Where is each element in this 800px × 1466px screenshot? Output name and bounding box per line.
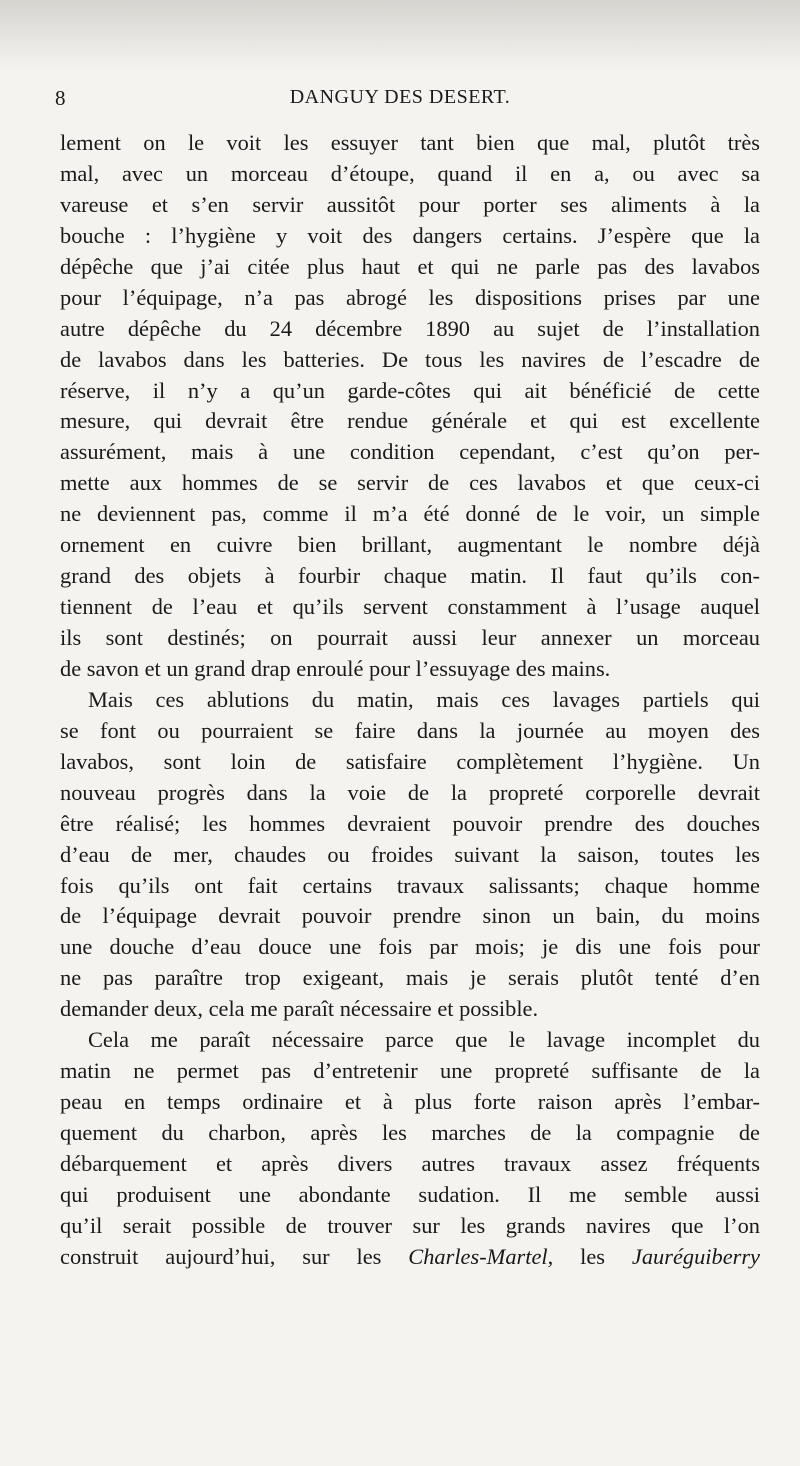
text-line: se font ou pourraient se faire dans la journée au moyen des: [60, 717, 760, 743]
text-line: quement du charbon, après les marches de la compagnie de: [60, 1120, 760, 1145]
text-line: vareuse et s’en servir aussitôt pour porter ses aliments à la: [60, 191, 760, 217]
running-head: DANGUY DES DESERT.: [289, 86, 511, 108]
text-line: réserve, il n’y a qu’un garde-côtes qui ait bénéficié de cette: [60, 377, 760, 403]
text-line: peau en temps ordinaire et à plus forte raison après l’embar-: [60, 1089, 760, 1115]
text-line: demander deux, cela me paraît nécessaire et possible.: [60, 996, 539, 1022]
text-line: lavabos, sont loin de satisfaire complètement l’hygiène. Un: [60, 748, 760, 774]
text-line: mette aux hommes de se servir de ces lavabos et que ceux-ci: [60, 470, 760, 496]
text-line: dépêche que j’ai citée plus haut et qui ne parle pas des lavabos: [60, 253, 760, 279]
text-line: nouveau progrès dans la voie de la propreté corporelle devrait: [60, 779, 760, 805]
text-line: [60, 1242, 760, 1273]
text-line: de lavabos dans les batteries. De tous les navires de l’escadre de: [60, 346, 760, 372]
text-line: bouche : l’hygiène y voit des dangers certains. J’espère que la: [60, 222, 760, 248]
text-segment: , les: [547, 1243, 632, 1269]
text-line: ornement en cuivre bien brillant, augmentant le nombre déjà: [60, 532, 760, 558]
text-line: qui produisent une abondante sudation. Il me semble aussi: [60, 1181, 760, 1207]
text-line: une douche d’eau douce une fois par mois; je dis une fois pour: [60, 934, 760, 960]
text-line: ne pas paraître trop exigeant, mais je serais plutôt tenté d’en: [60, 965, 760, 991]
text-line: ils sont destinés; on pourrait aussi leur annexer un morceau: [60, 625, 760, 650]
text-line: mesure, qui devrait être rendue générale et qui est excellente: [60, 408, 760, 434]
text-line: autre dépêche du 24 décembre 1890 au sujet de l’installation: [60, 315, 760, 341]
page-header: [0, 86, 800, 116]
text-line: Mais ces ablutions du matin, mais ces lavages partiels qui: [88, 686, 760, 712]
text-line: lement on le voit les essuyer tant bien que mal, plutôt très: [60, 130, 760, 155]
text-line: de savon et un grand drap enroulé pour l’essuyage des mains.: [60, 655, 611, 681]
text-line: ne deviennent pas, comme il m’a été donné de le voir, un simple: [60, 501, 760, 527]
body-text: [60, 128, 760, 1273]
text-line: mal, avec un morceau d’étoupe, quand il en a, ou avec sa: [60, 160, 760, 186]
text-line: tiennent de l’eau et qu’ils servent constamment à l’usage auquel: [60, 594, 760, 620]
text-line: être réalisé; les hommes devraient pouvoir prendre des douches: [60, 810, 760, 836]
text-segment: construit aujourd’hui, sur les: [60, 1243, 409, 1269]
page-number: 8: [55, 86, 66, 110]
text-line: de l’équipage devrait pouvoir prendre sinon un bain, du moins: [60, 903, 760, 929]
text-line: débarquement et après divers autres travaux assez fréquents: [60, 1150, 760, 1176]
text-line: qu’il serait possible de trouver sur les grands navires que l’on: [60, 1212, 760, 1238]
text-line: matin ne permet pas d’entretenir une propreté suffisante de la: [60, 1058, 760, 1084]
scan-shadow: [0, 0, 800, 70]
ship-name: Jauréguiberry: [631, 1243, 760, 1269]
text-line: assurément, mais à une condition cependant, c’est qu’on per-: [60, 439, 760, 465]
text-line: grand des objets à fourbir chaque matin. Il faut qu’ils con-: [60, 563, 760, 589]
text-line: pour l’équipage, n’a pas abrogé les dispositions prises par une: [60, 284, 760, 310]
ship-name: Charles-Martel: [408, 1243, 548, 1269]
text-line: d’eau de mer, chaudes ou froides suivant la saison, toutes les: [60, 841, 760, 867]
text-line: fois qu’ils ont fait certains travaux salissants; chaque homme: [60, 872, 760, 898]
text-line: Cela me paraît nécessaire parce que le lavage incomplet du: [88, 1027, 760, 1053]
